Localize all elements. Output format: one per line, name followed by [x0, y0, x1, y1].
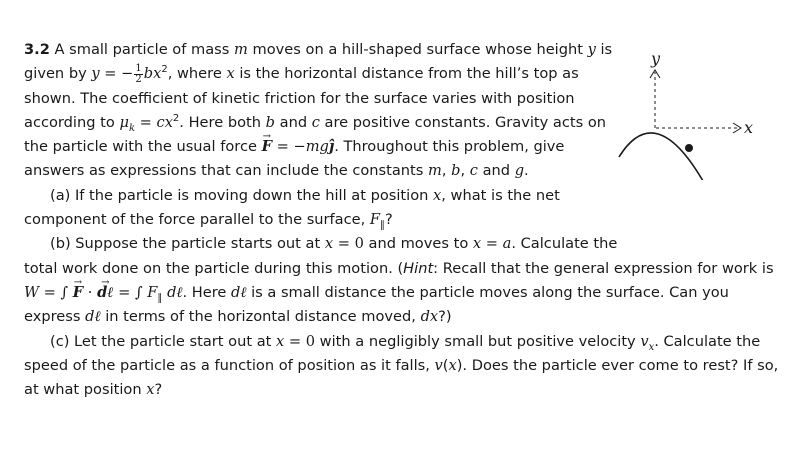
particle-dot: [685, 144, 693, 152]
hill-curve: [619, 133, 703, 180]
part-a-line-2: component of the force parallel to the surface, $F_\parallel$?: [24, 211, 393, 231]
problem-line-1: 3.2 A small particle of mass m moves on a hill-shaped surface whose height y is: [24, 41, 613, 58]
problem-line-4: according to $\mu_k = cx^2$. Here both b and c are positive constants. Gravity acts on: [24, 113, 607, 134]
problem-line-3: shown. The coefficient of kinetic friction for the surface varies with position: [24, 89, 575, 107]
part-c-line-2: speed of the particle as a function of position as it falls, v(x). Does the particle ever come to rest? If so,: [24, 356, 779, 374]
part-c-line-1: (c) Let the particle start out at x = 0 with a negligibly small but positive velocity $v_x$. Calculate the: [50, 332, 761, 353]
problem-line-6: answers as expressions that can include the constants m, b, c and g.: [24, 162, 529, 180]
part-b-line-3: W = ∫ → F · → dℓ = ∫ $F_\parallel$ dℓ. Here dℓ is a small distance the particle moves along the surface. Can you: [24, 281, 784, 305]
problem-number: 3.2: [24, 41, 50, 58]
problem-line-5: the particle with the usual force → F = −mgĵ. Throughout this problem, give: [24, 135, 624, 159]
hill-diagram: [600, 40, 800, 180]
part-b-line-4: express dℓ in terms of the horizontal distance moved, dx?): [24, 308, 452, 326]
x-axis-label: x: [744, 118, 754, 137]
y-axis-label: y: [651, 49, 661, 68]
part-b-line-1: (b) Suppose the particle starts out at x = 0 and moves to x = a. Calculate the: [50, 235, 618, 253]
problem-text: [24, 38, 779, 402]
part-a-line-1: (a) If the particle is moving down the hill at position x, what is the net: [50, 186, 560, 204]
problem-line-2: given by y = − $\frac{1}{2}$ $bx^2$, where x is the horizontal distance from the hill’s top as: [24, 62, 579, 85]
part-c-line-3: at what position x?: [24, 381, 163, 399]
part-b-line-2: total work done on the particle during this motion. (Hint: Recall that the general expression for work is: [24, 259, 774, 277]
